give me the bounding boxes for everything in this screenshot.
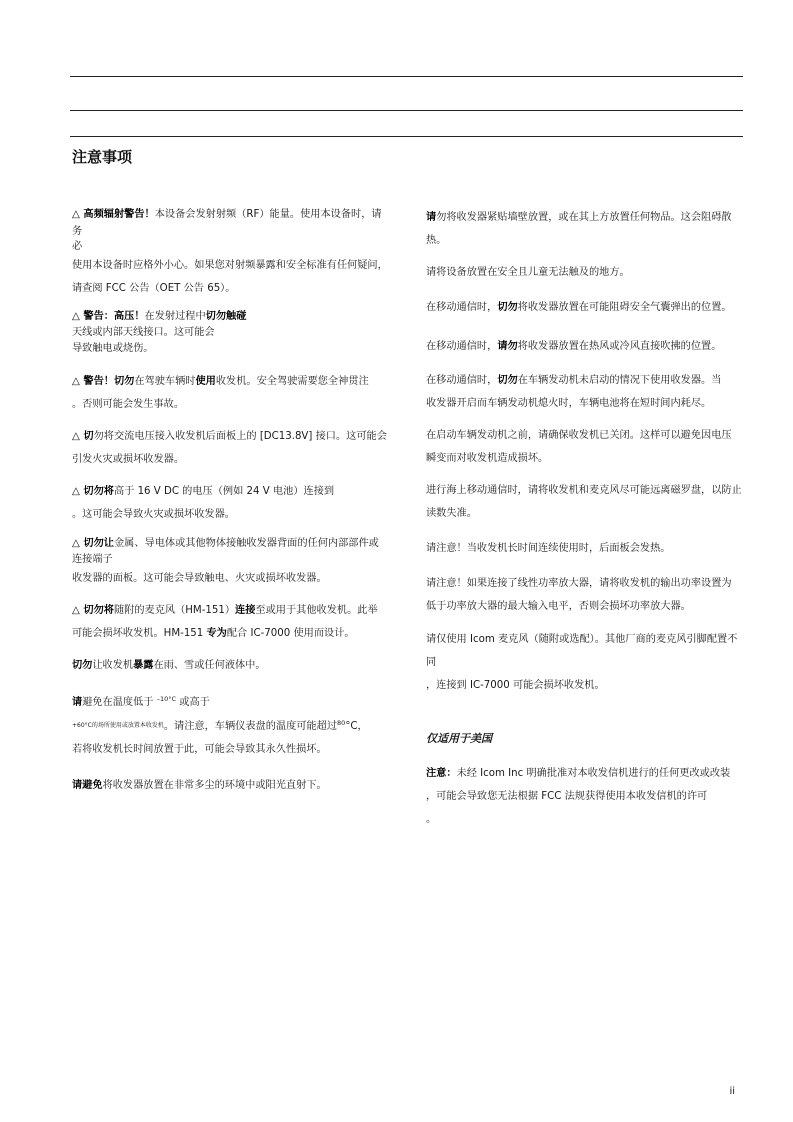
- small-print: +60°C的场所使用或放置本收发机: [72, 722, 164, 729]
- caution-engine-start: [426, 424, 744, 470]
- top-rule-3: [70, 136, 743, 137]
- text: 金属、导电体或其他物体接触收发器背面的任何内部部件或: [113, 538, 379, 549]
- warning-title: △ 警告！: [72, 376, 114, 387]
- caution-icom-microphone: [426, 628, 744, 697]
- text: 或高于: [176, 697, 210, 708]
- emphasis: 切勿: [497, 375, 518, 386]
- text: 高于 16 V DC 的电压（例如 24 V 电池）连接到: [113, 486, 335, 497]
- warning-metal-contact: [72, 535, 390, 590]
- warning-title: △ 切勿将: [72, 605, 114, 616]
- text: 导致触电或烧伤。: [72, 343, 154, 354]
- warning-title: △ 切勿将: [72, 486, 114, 497]
- text: 。请注意，车辆仪表盘的温度可能超过: [163, 721, 338, 732]
- text: °C，: [345, 721, 368, 732]
- usa-only-heading: 仅适用于美国: [426, 732, 492, 745]
- emphasis: 切勿触碰: [205, 311, 247, 322]
- warning-title: △ 切: [72, 431, 94, 442]
- emphasis: 切勿: [497, 302, 518, 313]
- warning-rf: [72, 206, 390, 300]
- emphasis: 使用: [195, 376, 216, 387]
- text: 请将设备放置在安全且儿童无法触及的地方。: [426, 267, 630, 278]
- text: 在启动车辆发动机之前，请确保收发机已关闭。这样可以避免因电压: [426, 430, 732, 441]
- text: 配合 IC-7000 使用而设计。: [226, 628, 355, 639]
- text: ，可能会导致您无法根据 FCC 法规获得使用本收发信机的许可: [426, 791, 708, 802]
- text: 至或用于其他收发机。此举: [255, 605, 378, 616]
- emphasis: 请避免: [72, 780, 103, 791]
- emphasis: 切勿: [113, 376, 135, 387]
- text: 读数失准。: [426, 508, 477, 519]
- text: 请注意！当收发机长时间连续使用时，后面板会发热。: [426, 543, 671, 554]
- text: 连接端子: [72, 554, 113, 565]
- text: 天线或内部天线接口。这可能会: [72, 327, 215, 338]
- text: 可能会损坏收发机。HM-151: [72, 628, 207, 639]
- warning-ac-voltage: [72, 425, 390, 471]
- emphasis: 请勿: [497, 341, 518, 352]
- text: 请查阅 FCC 公告（OET 公告 65）。: [72, 283, 236, 294]
- text: 收发器开启而车辆发动机熄火时，车辆电池将在短时间内耗尽。: [426, 398, 712, 409]
- text: 请仅使用 Icom 麦克风（随附或选配）。其他厂商的麦克风引脚配置不同: [426, 634, 738, 668]
- caution-children: [426, 261, 744, 284]
- text: 引发火灾或损坏收发器。: [72, 454, 185, 465]
- warning-title: △ 警告：高压！: [72, 311, 145, 322]
- emphasis: 请: [426, 212, 437, 223]
- caution-heat: [426, 537, 744, 560]
- warning-microphone: [72, 599, 390, 645]
- temperature-low: –10°C: [156, 695, 177, 703]
- emphasis: 注意：: [426, 768, 457, 779]
- text: 收发器的面板。这可能会导致触电、火灾或损坏收发器。: [72, 573, 327, 584]
- caution-battery: [426, 369, 744, 415]
- warning-rf-title: △ 高频辐射警告！: [72, 209, 155, 220]
- caution-amplifier: [426, 572, 744, 618]
- page-title: 注意事项: [72, 148, 133, 166]
- text: 。: [426, 814, 437, 825]
- text: 将收发器放置在非常多尘的环境中或阳光直射下。: [102, 780, 327, 791]
- text: 热。: [426, 235, 447, 246]
- caution-compass: [426, 479, 744, 525]
- caution-airbag: [426, 296, 744, 319]
- text: 在移动通信时，: [426, 341, 498, 352]
- text: 在发射过程中: [144, 311, 206, 322]
- text: 低于功率放大器的最大输入电平，否则会损坏功率放大器。: [426, 601, 691, 612]
- emphasis: 专为: [206, 628, 227, 639]
- caution-liquid: [72, 654, 390, 677]
- text: 使用本设备时应格外小心。如果您对射频暴露和安全标准有任何疑问，: [72, 260, 388, 271]
- warning-high-voltage: [72, 308, 390, 357]
- text: 收发机。安全驾驶需要您全神贯注: [215, 376, 369, 387]
- text: 进行海上移动通信时，请将收发机和麦克风尽可能远离磁罗盘，以防止: [426, 485, 742, 496]
- warning-title: △ 切勿让: [72, 538, 114, 549]
- text: 未经 Icom Inc 明确批准对本收发信机进行的任何更改或改装: [456, 768, 731, 779]
- text: 在移动通信时，: [426, 375, 498, 386]
- top-rule-2: [70, 110, 743, 111]
- caution-temperature: [72, 690, 390, 761]
- emphasis: 切勿: [72, 660, 93, 671]
- caution-wall: [426, 206, 744, 252]
- text: 。否则可能会发生事故。: [72, 399, 185, 410]
- text: 在雨、雪或任何液体中。: [153, 660, 266, 671]
- text: 在车辆发动机未启动的情况下使用收发器。当: [517, 375, 722, 386]
- text: 若将收发机长时间放置于此，可能会导致其永久性损坏。: [72, 744, 327, 755]
- caution-air-vent: [426, 335, 744, 358]
- fcc-notice: [426, 762, 744, 831]
- emphasis: 请: [72, 697, 83, 708]
- text: 必: [72, 241, 83, 252]
- text: 。这可能会导致火灾或损坏收发器。: [72, 509, 235, 520]
- top-rule-1: [70, 76, 743, 77]
- caution-dust: [72, 774, 390, 797]
- left-column: [72, 206, 390, 797]
- warning-dc-voltage: [72, 480, 390, 526]
- text: 避免在温度低于: [82, 697, 157, 708]
- text: 勿将收发器紧贴墙壁放置，或在其上方放置任何物品。这会阻碍散: [436, 212, 732, 223]
- warning-driving: [72, 370, 390, 416]
- text: 将收发器放置在可能阻碍安全气囊弹出的位置。: [517, 302, 732, 313]
- right-column: [426, 206, 744, 831]
- text: 在驾驶车辆时: [134, 376, 196, 387]
- text: ，连接到 IC-7000 可能会损坏收发机。: [426, 680, 605, 691]
- text: 瞬变而对收发机造成损坏。: [426, 453, 549, 464]
- text: 让收发机: [92, 660, 134, 671]
- emphasis: 暴露: [133, 660, 154, 671]
- text: 在移动通信时，: [426, 302, 498, 313]
- temperature-high: 80: [337, 719, 346, 727]
- emphasis: 连接: [235, 605, 256, 616]
- text: 将收发器放置在热风或冷风直接吹拂的位置。: [517, 341, 722, 352]
- text: 勿将交流电压接入收发机后面板上的 [DC13.8V] 接口。这可能会: [93, 431, 387, 442]
- text: 随附的麦克风（HM-151）: [113, 605, 236, 616]
- text: 本设备会发射射频（RF）能量。使用本设备时，请务: [72, 209, 382, 237]
- text: 请注意！如果连接了线性功率放大器，请将收发机的输出功率设置为: [426, 578, 732, 589]
- page-number: ii: [729, 1086, 735, 1097]
